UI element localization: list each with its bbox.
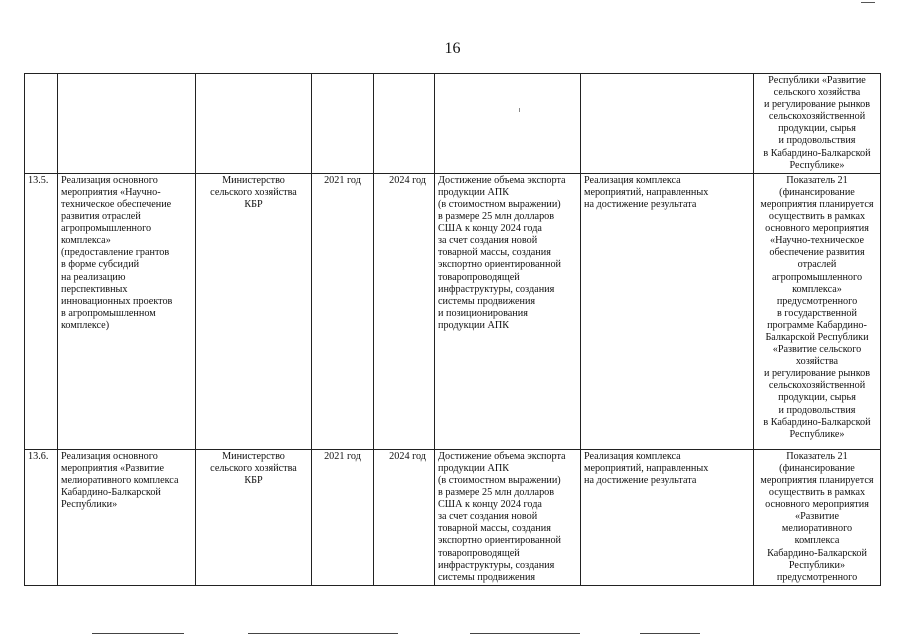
table-row xyxy=(25,74,881,174)
table-row xyxy=(25,449,881,585)
table-row xyxy=(25,173,881,449)
start-date-cell: 2021 год xyxy=(312,173,374,449)
start-date-cell: 2021 год xyxy=(312,449,374,585)
link-cell: Реализация комплекса мероприятий, направленных на достижение результата xyxy=(581,173,754,449)
expected-result-cell xyxy=(435,74,581,174)
responsible-cell xyxy=(196,74,312,174)
responsible-cell: Министерство сельского хозяйства КБР xyxy=(196,173,312,449)
end-date-cell: 2024 год xyxy=(374,449,435,585)
measure-name-cell: Реализация основного мероприятия «Развитие мелиоративного комплекса Кабардино-Балкарской Республики» xyxy=(58,449,196,585)
scan-speck xyxy=(519,108,520,112)
expected-result-cell: Достижение объема экспорта продукции АПК (в стоимостном выражении) в размере 25 млн долларов США к концу 2024 года за счет создания новой товарной массы, создания экспортно ориентированной товаропроводящей инфраструктуры, создания системы продвижения xyxy=(435,449,581,585)
indicator-cell: Показатель 21 (финансирование мероприятия планируется осуществить в рамках основного мероприятия «Научно-техническое обеспечение развития отраслей агропромышленного комплекса» предусмотренного в государственной программе Кабардино- Балкарской Республики «Развитие сельского хозяйства и регулирование рынков сельскохозяйственной продукции, сырья и продовольствия в Кабардино-Балкарской Республике» xyxy=(754,173,881,449)
page-number: 16 xyxy=(444,40,461,57)
expected-result-cell: Достижение объема экспорта продукции АПК (в стоимостном выражении) в размере 25 млн долларов США к концу 2024 года за счет создания новой товарной массы, создания экспортно ориентированной товаропроводящей инфраструктуры, создания системы продвижения и позиционирования продукции АПК xyxy=(435,173,581,449)
link-cell: Реализация комплекса мероприятий, направленных на достижение результата xyxy=(581,449,754,585)
end-date-cell: 2024 год xyxy=(374,173,435,449)
measure-name-cell xyxy=(58,74,196,174)
responsible-cell: Министерство сельского хозяйства КБР xyxy=(196,449,312,585)
row-number-cell: 13.5. xyxy=(25,173,58,449)
indicator-cell: Республики «Развитие сельского хозяйства и регулирование рынков сельскохозяйственной продукции, сырья и продовольствия в Кабардино-Балкарской Республике» xyxy=(754,74,881,174)
link-cell xyxy=(581,74,754,174)
start-date-cell xyxy=(312,74,374,174)
row-number-cell: 13.6. xyxy=(25,449,58,585)
bottom-rules xyxy=(0,633,905,639)
row-number-cell xyxy=(25,74,58,174)
indicator-cell: Показатель 21 (финансирование мероприятия планируется осуществить в рамках основного мероприятия «Развитие мелиоративного комплекса Кабардино-Балкарской Республики» предусмотренного xyxy=(754,449,881,585)
measures-table xyxy=(24,73,881,586)
measure-name-cell: Реализация основного мероприятия «Научно- техническое обеспечение развития отраслей агропромышленного комплекса» (предоставление грантов в форме субсидий на реализацию перспективных инновационных проектов в агропромышленном комплексе) xyxy=(58,173,196,449)
end-date-cell xyxy=(374,74,435,174)
corner-mark xyxy=(861,2,875,4)
